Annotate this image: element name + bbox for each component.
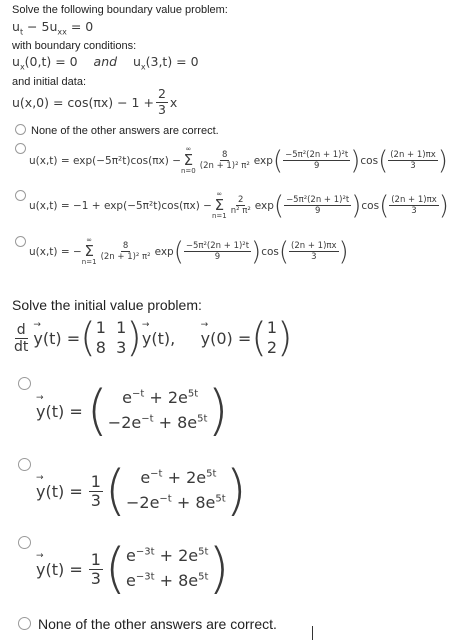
q1-option-b-formula: u(x,t) = exp(−5π²t)cos(πx) − ∞ Σ n=0 $\frac{8}{\text{(2n + 1)² π²}}$ exp ( $\frac{\text{−5π²(2n + 1)²t}}{9}$ ) cos ( $\frac{(2n + 1)\pi x}{3}$ ) <box>29 145 448 176</box>
q2-option-c-formula: → y (t) = $\frac{1}{3}$ ( $e^{-3t} + 2e^{5t}$ $e^{-3t} + 8e^{5t}$ ) <box>36 542 229 596</box>
q1-option-d-radio[interactable] <box>15 236 26 247</box>
q1-option-a-label: None of the other answers are correct. <box>31 125 219 137</box>
q2-option-b-radio[interactable] <box>18 458 31 471</box>
q2-option-d-radio[interactable] <box>18 617 31 630</box>
q1-bc: $u_x(0,t) = 0$ and $u_x(3,t) = 0$ <box>12 54 199 72</box>
q2-option-c-radio[interactable] <box>18 536 31 549</box>
q1-option-c-radio[interactable] <box>15 190 26 201</box>
q2-option-d-label: None of the other answers are correct. <box>38 616 277 632</box>
q2-option-a-formula: → y (t) = ( $e^{-t} + 2e^{5t}$ $-2e^{-t} + 8e^{5t}$ ) <box>36 384 229 438</box>
q1-pde: $u_t - 5u_{xx} = 0$ <box>12 19 94 37</box>
q1-option-c-formula: u(x,t) = −1 + exp(−5π²t)cos(πx) − ∞ Σ n=1 $\frac{2}{\text{n² π²}}$ exp ( $\frac{\text{−5π²(2n + 1)²t}}{9}$ ) cos ( $\frac{(2n + 1)\pi x}{3}$ ) <box>29 190 449 221</box>
q1-ic: u(x,0) = cos(πx) − 1 + $\frac{2}{3}$ x <box>12 86 178 117</box>
q2-option-b-formula: → y (t) = $\frac{1}{3}$ ( $e^{-t} + 2e^{5t}$ $-2e^{-t} + 8e^{5t}$ ) <box>36 464 247 518</box>
q2-ivp: $\frac{d}{dt}$ → y (t) = ( 1 1 8 3 ) → y (t), → y (0) = ( 1 2 ) <box>12 318 293 358</box>
q1-bc-label: with boundary conditions: <box>12 40 137 52</box>
text-cursor <box>312 626 313 640</box>
q2-option-a-radio[interactable] <box>18 377 31 390</box>
q1-prompt: Solve the following boundary value problem: <box>12 4 228 16</box>
q1-ic-label: and initial data: <box>12 76 86 88</box>
q1-option-b-radio[interactable] <box>15 143 26 154</box>
q2-prompt: Solve the initial value problem: <box>12 297 202 313</box>
q1-option-a-radio[interactable] <box>15 124 26 135</box>
q1-option-d-formula: u(x,t) = − ∞ Σ n=1 $\frac{8}{\text{(2n + 1)² π²}}$ exp ( $\frac{\text{−5π²(2n + 1)²t}}{9}$ ) cos ( $\frac{(2n + 1)\pi x}{3}$ ) <box>29 236 349 267</box>
